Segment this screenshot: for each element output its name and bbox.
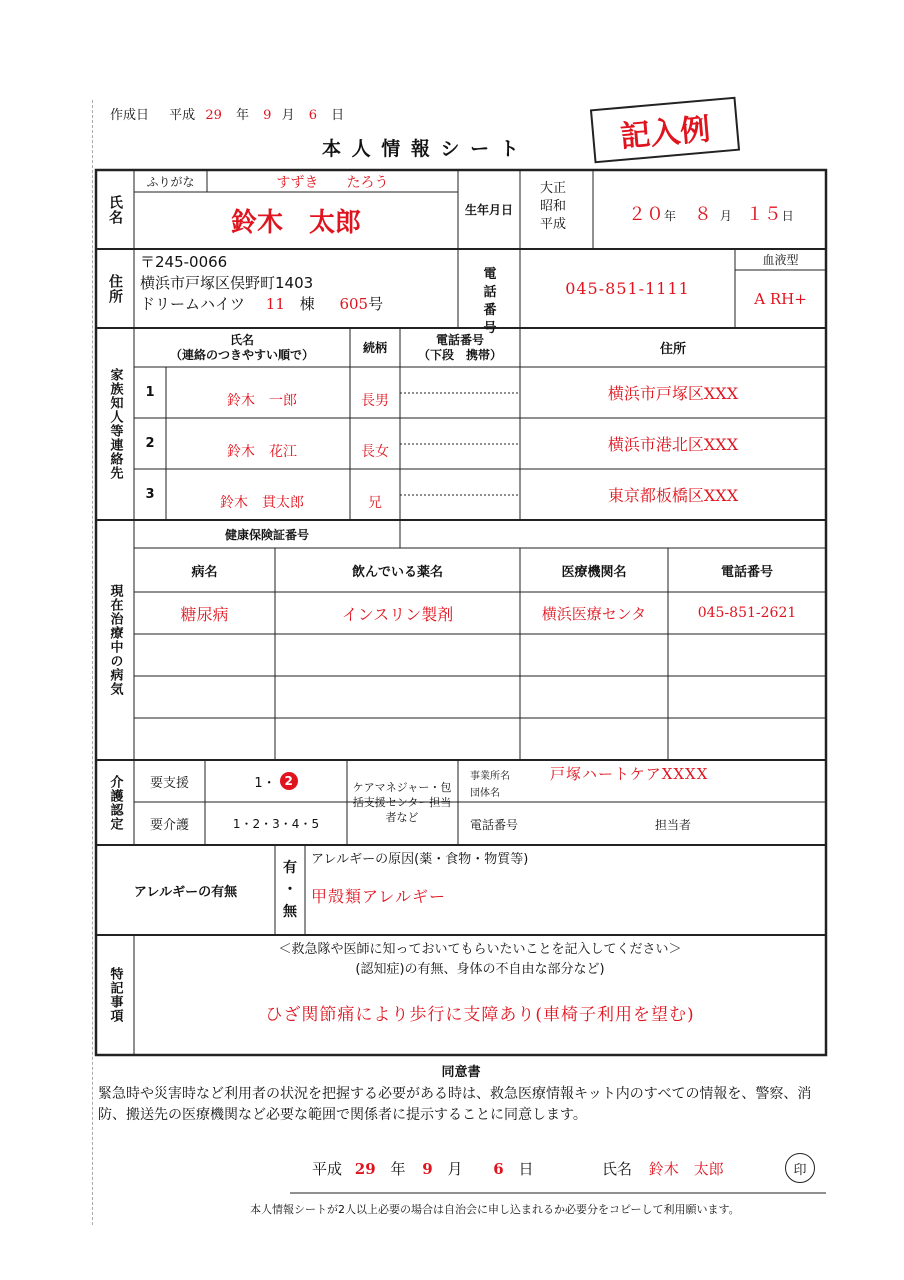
consent-date: 平成 29 年 9 月 6 日 [312, 1160, 534, 1178]
insurance-value[interactable] [400, 520, 826, 548]
era-list [540, 180, 566, 234]
col-medicine: 飲んでいる薬名 [351, 564, 443, 580]
phone-label: 電話番号 [483, 267, 497, 336]
col-institution: 医療機関名 [561, 564, 627, 580]
example-stamp: 記入例 [590, 97, 740, 164]
disease-value[interactable]: 糖尿病 [180, 604, 229, 624]
allergy-label: アレルギーの有無 [133, 884, 238, 900]
family-col-relation: 続柄 [362, 341, 387, 355]
footer-note: 本人情報シートが2人以上必要の場合は自治会に申し込まれるか必要分をコピーして利用願います。 [250, 1203, 740, 1216]
illness-phone-value[interactable]: 045-851-2621 [697, 605, 797, 621]
notes-instruction1: ＜救急隊や医師に知っておいてもらいたいことを記入してください＞ [278, 941, 682, 957]
insurance-label: 健康保険証番号 [224, 527, 309, 542]
family-row [134, 367, 826, 418]
era-showa: 昭和 [540, 199, 567, 214]
era-heisei: 平成 [540, 217, 567, 232]
consent-signature: 氏名 鈴木 太郎 [602, 1160, 724, 1178]
birth-date: ２０年 ８ 月 １５日 [628, 204, 794, 225]
row-number: 2 [145, 436, 155, 451]
care-manager-label: ケアマネジャー・包括支援センター担当者など [352, 780, 452, 824]
care-person-label: 担当者 [655, 818, 692, 832]
name-section-label: 氏名 [107, 194, 123, 225]
allergy-cause-value[interactable]: 甲殻類アレルギー [311, 887, 446, 906]
family-section-label: 家族知人等連絡先 [107, 368, 123, 480]
postal-code[interactable]: 〒245-0066 [140, 253, 228, 271]
office-value[interactable]: 戸塚ハートケアXXXX [550, 765, 709, 783]
care-phone-label: 電話番号 [470, 818, 519, 832]
notes-instruction2: (認知症)の有無、身体の不自由な部分など) [355, 961, 605, 977]
col-disease: 病名 [191, 564, 218, 580]
care-label: 要介護 [149, 818, 189, 833]
medicine-value[interactable]: インスリン製剤 [341, 604, 454, 624]
page-title: 本 人 情 報 シ ー ト [322, 138, 521, 160]
building-line: ドリームハイツ 11 棟 605号 [140, 295, 384, 313]
created-date: 作成日 平成 29 年 9 月 6 日 [110, 108, 345, 123]
allergy-cause-label: アレルギーの原因(薬・食物・物質等) [311, 852, 529, 867]
family-col-phone: 電話番号 （下段 携帯） [417, 332, 502, 362]
allergy-yes-no[interactable]: 有 ・ 無 [275, 850, 305, 930]
blood-type-value[interactable]: A RH+ [754, 290, 807, 308]
family-address[interactable]: 東京都板橋区XXX [607, 485, 739, 505]
consent-title: 同意書 [441, 1064, 481, 1080]
birth-label: 生年月日 [464, 203, 513, 217]
support-label: 要支援 [149, 775, 189, 791]
family-name[interactable]: 鈴木 一郎 [227, 393, 297, 409]
col-phone: 電話番号 [720, 564, 773, 580]
name-value[interactable]: 鈴木 太郎 [230, 208, 361, 238]
family-relation[interactable]: 長女 [361, 444, 389, 460]
family-address[interactable]: 横浜市港北区XXX [607, 434, 739, 454]
family-col-address: 住所 [659, 342, 686, 357]
family-col-name: 氏名 （連絡のつきやすい順で） [169, 332, 314, 362]
family-relation[interactable]: 長男 [361, 393, 389, 409]
family-name[interactable]: 鈴木 花江 [227, 444, 297, 460]
allergy-no[interactable]: 無 [283, 904, 297, 920]
allergy-yes[interactable]: 有 [283, 860, 297, 876]
institution-value[interactable]: 横浜医療センタ [541, 604, 647, 623]
notes-section-label: 特記事項 [107, 967, 123, 1023]
phone-value[interactable]: 045-851-1111 [565, 278, 690, 298]
office-labels: 事業所名 団体名 [470, 771, 510, 799]
furigana-value[interactable]: すずき たろう [276, 174, 389, 191]
seal-mark: 印 [785, 1153, 815, 1183]
illness-section-label: 現在治療中の病気 [107, 584, 123, 696]
family-name[interactable]: 鈴木 貫太郎 [220, 495, 304, 511]
row-number: 3 [145, 487, 155, 502]
address-line[interactable]: 横浜市戸塚区俣野町1403 [140, 274, 314, 292]
family-row [134, 469, 826, 520]
address-section-label: 住所 [107, 273, 123, 304]
family-address[interactable]: 横浜市戸塚区XXX [607, 383, 739, 403]
care-section-label: 介護認定 [107, 774, 123, 831]
support-selected[interactable]: 2 [280, 772, 298, 790]
family-relation[interactable]: 兄 [368, 495, 382, 511]
era-taisho: 大正 [540, 181, 567, 196]
blood-type-label: 血液型 [762, 253, 799, 267]
family-row [134, 418, 826, 469]
support-options[interactable]: 1・ 2 [205, 760, 347, 802]
furigana-label: ふりがな [146, 175, 195, 189]
address-block [140, 252, 383, 315]
consent-text: 緊急時や災害時など利用者の状況を把握する必要がある時は、救急医療情報キット内のすべての情報を、警察、消防、搬送先の医療機関など必要な範囲で関係者に提示することに同意します。 [98, 1086, 812, 1123]
notes-value[interactable]: ひざ関節痛により歩行に支障あり(車椅子利用を望む) [265, 1004, 695, 1025]
row-number: 1 [145, 385, 155, 400]
care-options[interactable]: 1・2・3・4・5 [232, 817, 320, 831]
